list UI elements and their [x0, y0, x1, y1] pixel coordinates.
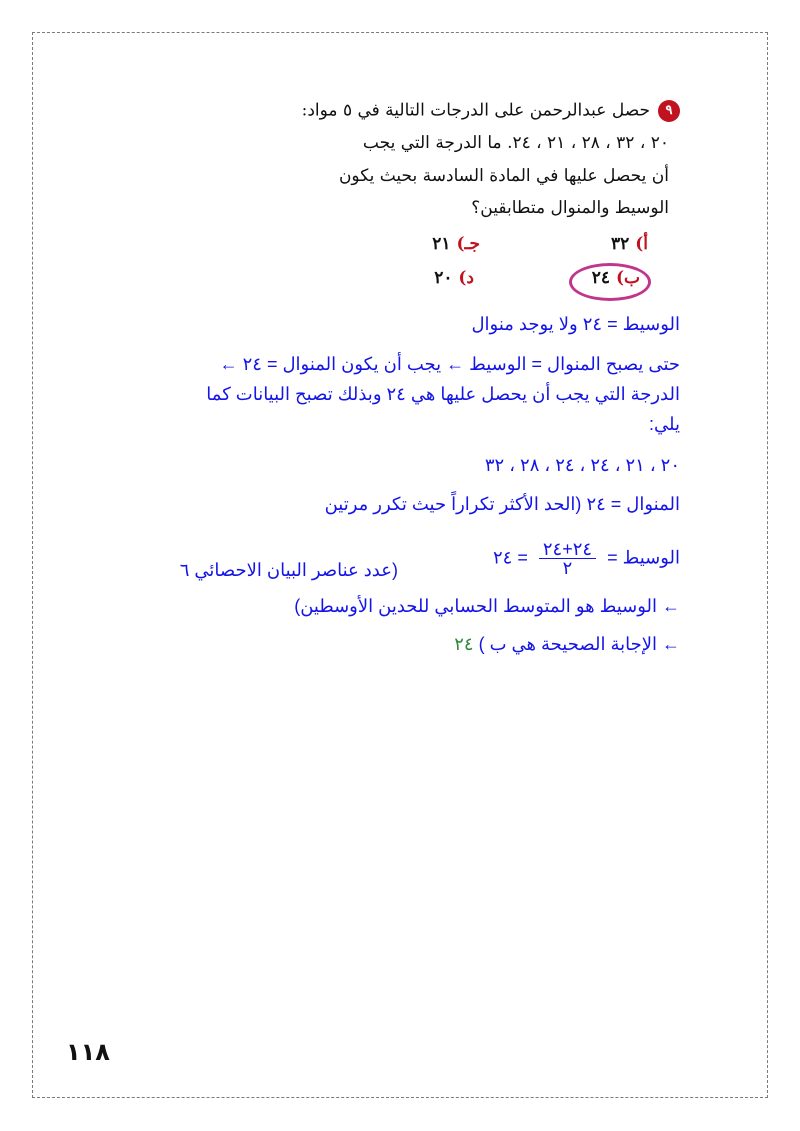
question-line-2: ٢٠ ، ٣٢ ، ٢٨ ، ٢١ ، ٢٤. ما الدرجة التي يجب: [362, 133, 669, 153]
solution-line-3: الدرجة التي يجب أن يحصل عليها هي ٢٤ وبذلك تصبح البيانات كما: [206, 384, 680, 404]
count-note: (عدد عناصر البيان الاحصائي ٦: [179, 560, 398, 580]
option-b-value: ٢٤: [591, 268, 611, 288]
solution-line-4: يلي:: [649, 414, 680, 434]
option-b-label: ب): [615, 268, 640, 288]
median-equation: [493, 540, 680, 577]
median-label: الوسيط =: [607, 547, 680, 568]
option-d: [434, 268, 474, 288]
final-answer-line: [454, 634, 680, 655]
option-a-value: ٣٢: [611, 234, 630, 254]
question-line-4: الوسيط والمنوال متطابقين؟: [471, 198, 669, 218]
mode-line: المنوال = ٢٤ (الحد الأكثر تكراراً حيث تكرر مرتين: [324, 494, 680, 514]
page-number: ١١٨: [66, 1038, 110, 1066]
solution-line-2: حتى يصبح المنوال = الوسيط ← يجب أن يكون المنوال = ٢٤ ←: [219, 354, 680, 374]
final-answer-value: ٢٤: [454, 634, 474, 654]
option-a-label: أ): [635, 234, 648, 254]
answer-circle-mark: [569, 263, 651, 301]
question-line-1: [302, 100, 680, 122]
option-d-value: ٢٠: [434, 268, 453, 288]
option-c-label: جـ): [456, 234, 480, 254]
solution-line-1: الوسيط = ٢٤ ولا يوجد منوال: [471, 314, 680, 334]
option-d-label: د): [458, 268, 474, 288]
median-fraction: [539, 540, 596, 577]
fraction-numerator: ٢٤+٢٤: [539, 540, 596, 559]
median-result: = ٢٤: [493, 547, 528, 568]
solution-line-8: ← الوسيط هو المتوسط الحسابي للحدين الأوسطين): [294, 596, 680, 616]
option-a: [611, 234, 648, 254]
final-answer-text: ← الإجابة الصحيحة هي ب ): [478, 634, 680, 654]
option-c: [432, 234, 480, 254]
option-c-value: ٢١: [432, 234, 451, 254]
data-list: ٢٠ ، ٢١ ، ٢٤ ، ٢٤ ، ٢٨ ، ٣٢: [484, 455, 680, 475]
question-line-3: أن يحصل عليها في المادة السادسة بحيث يكون: [338, 166, 669, 186]
question-text-1: حصل عبدالرحمن على الدرجات التالية في ٥ مواد:: [301, 100, 650, 121]
fraction-denominator: ٢: [562, 558, 573, 578]
question-number-badge: ٩: [658, 100, 680, 122]
